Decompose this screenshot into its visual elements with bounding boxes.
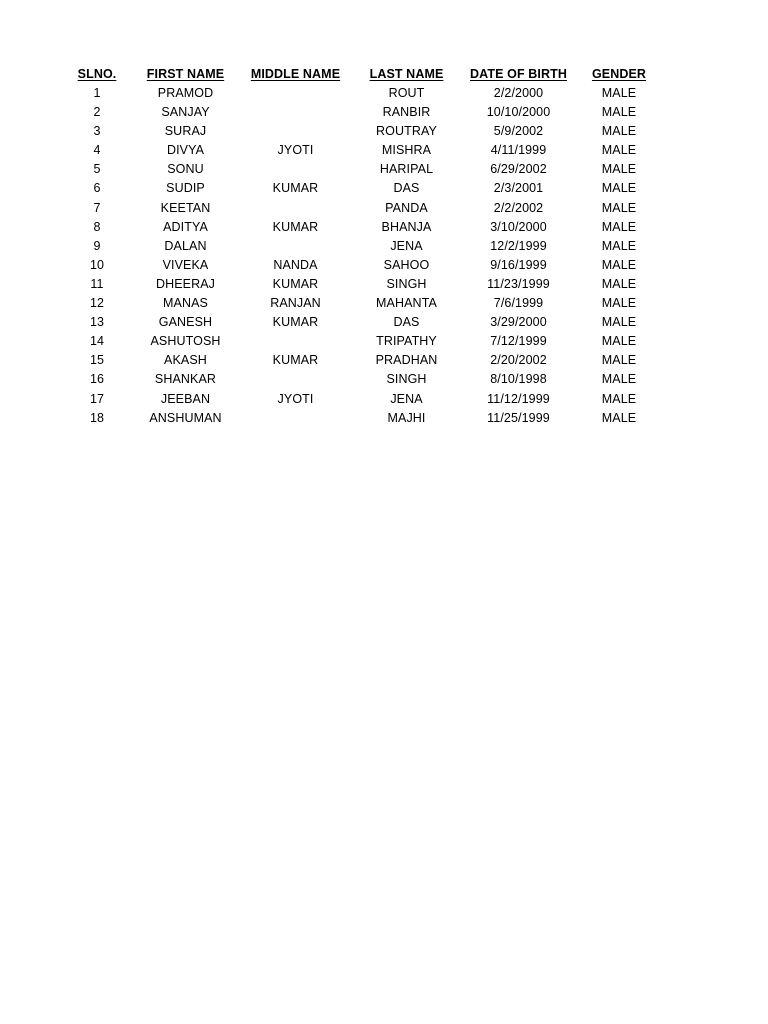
table-row	[63, 237, 663, 256]
cell-first-name: DHEERAJ	[155, 276, 216, 291]
header-last-name: LAST NAME	[369, 67, 444, 81]
table-row	[63, 351, 663, 370]
cell-slno: 12	[89, 296, 105, 311]
table-body	[63, 84, 663, 428]
cell-slno: 5	[93, 162, 101, 177]
header-first-name: FIRST NAME	[146, 67, 225, 81]
cell-middle-name	[240, 199, 351, 218]
table-row	[63, 313, 663, 332]
cell-middle-name: NANDA	[273, 257, 318, 272]
cell-first-name: SHANKAR	[154, 372, 217, 387]
cell-gender: MALE	[601, 105, 637, 120]
cell-date-of-birth: 2/2/2002	[493, 200, 544, 215]
cell-date-of-birth: 11/23/1999	[487, 276, 550, 291]
cell-date-of-birth: 11/25/1999	[487, 410, 550, 425]
cell-middle-name	[240, 370, 351, 389]
cell-date-of-birth: 7/12/1999	[490, 334, 547, 349]
header-date-of-birth: DATE OF BIRTH	[470, 67, 567, 81]
cell-slno: 16	[89, 372, 105, 387]
cell-date-of-birth: 9/16/1999	[490, 257, 547, 272]
cell-last-name: HARIPAL	[379, 162, 434, 177]
cell-date-of-birth: 8/10/1998	[490, 372, 547, 387]
cell-date-of-birth: 10/10/2000	[486, 105, 551, 120]
cell-first-name: MANAS	[163, 296, 208, 311]
cell-gender: MALE	[601, 143, 637, 158]
cell-first-name: ADITYA	[163, 219, 208, 234]
cell-middle-name	[240, 409, 351, 428]
header-slno: SLNO.	[77, 67, 117, 81]
cell-first-name: VIVEKA	[162, 257, 209, 272]
cell-gender: MALE	[601, 257, 637, 272]
cell-date-of-birth: 3/10/2000	[490, 219, 547, 234]
cell-middle-name	[240, 237, 351, 256]
header-gender: GENDER	[591, 67, 647, 81]
cell-slno: 7	[93, 200, 101, 215]
cell-first-name: JEEBAN	[160, 391, 211, 406]
cell-middle-name: KUMAR	[272, 219, 319, 234]
table-row	[63, 275, 663, 294]
cell-last-name: ROUTRAY	[376, 124, 437, 139]
table-row	[63, 218, 663, 237]
table-row	[63, 141, 663, 160]
cell-gender: MALE	[601, 238, 637, 253]
cell-date-of-birth: 2/20/2002	[490, 353, 547, 368]
cell-middle-name	[240, 103, 351, 122]
cell-first-name: ANSHUMAN	[149, 410, 222, 425]
table-row	[63, 103, 663, 122]
table-row	[63, 199, 663, 218]
cell-last-name: MISHRA	[381, 143, 432, 158]
cell-last-name: JENA	[390, 238, 423, 253]
cell-slno: 13	[89, 315, 105, 330]
cell-date-of-birth: 12/2/1999	[490, 238, 547, 253]
cell-slno: 1	[93, 86, 101, 100]
cell-first-name: PRAMOD	[157, 86, 214, 100]
cell-slno: 8	[93, 219, 101, 234]
cell-last-name: SINGH	[386, 372, 427, 387]
cell-middle-name: JYOTI	[277, 391, 314, 406]
cell-last-name: BHANJA	[381, 219, 432, 234]
cell-date-of-birth: 7/6/1999	[493, 296, 544, 311]
cell-last-name: RANBIR	[382, 105, 431, 120]
cell-gender: MALE	[601, 181, 637, 196]
cell-first-name: GANESH	[158, 315, 213, 330]
cell-first-name: DIVYA	[166, 143, 205, 158]
cell-slno: 14	[89, 334, 105, 349]
cell-last-name: DAS	[393, 181, 420, 196]
cell-slno: 18	[89, 410, 105, 425]
cell-last-name: MAHANTA	[376, 296, 437, 311]
cell-middle-name	[240, 122, 351, 141]
cell-middle-name	[240, 332, 351, 351]
cell-first-name: SANJAY	[161, 105, 210, 120]
cell-date-of-birth: 3/29/2000	[490, 315, 547, 330]
cell-gender: MALE	[601, 334, 637, 349]
cell-first-name: SURAJ	[164, 124, 207, 139]
cell-middle-name: KUMAR	[272, 181, 319, 196]
cell-gender: MALE	[601, 86, 637, 100]
cell-gender: MALE	[601, 200, 637, 215]
cell-first-name: AKASH	[164, 353, 207, 368]
cell-date-of-birth: 6/29/2002	[490, 162, 547, 177]
cell-date-of-birth: 5/9/2002	[493, 124, 544, 139]
cell-date-of-birth: 2/3/2001	[493, 181, 544, 196]
cell-gender: MALE	[601, 219, 637, 234]
records-table	[63, 64, 663, 428]
cell-middle-name	[240, 84, 351, 103]
cell-slno: 10	[89, 257, 105, 272]
cell-slno: 4	[93, 143, 101, 158]
cell-slno: 2	[93, 105, 101, 120]
table-row	[63, 160, 663, 179]
table-row	[63, 294, 663, 313]
table-row	[63, 256, 663, 275]
cell-slno: 15	[89, 353, 105, 368]
table-row	[63, 84, 663, 103]
cell-middle-name: KUMAR	[272, 353, 319, 368]
cell-first-name: SONU	[167, 162, 204, 177]
cell-gender: MALE	[601, 410, 637, 425]
cell-gender: MALE	[601, 391, 637, 406]
cell-last-name: MAJHI	[387, 410, 426, 425]
cell-date-of-birth: 11/12/1999	[487, 391, 550, 406]
cell-middle-name: RANJAN	[270, 296, 321, 311]
cell-slno: 3	[93, 124, 101, 139]
cell-middle-name: JYOTI	[277, 143, 314, 158]
cell-last-name: PANDA	[385, 200, 428, 215]
cell-gender: MALE	[601, 276, 637, 291]
cell-last-name: SINGH	[386, 276, 427, 291]
cell-last-name: DAS	[393, 315, 420, 330]
cell-last-name: PRADHAN	[375, 353, 438, 368]
cell-first-name: DALAN	[164, 238, 207, 253]
cell-gender: MALE	[601, 296, 637, 311]
cell-last-name: JENA	[390, 391, 423, 406]
cell-middle-name: KUMAR	[272, 276, 319, 291]
cell-gender: MALE	[601, 315, 637, 330]
table-row	[63, 390, 663, 409]
cell-middle-name: KUMAR	[272, 315, 319, 330]
cell-slno: 11	[90, 276, 104, 291]
cell-last-name: TRIPATHY	[376, 334, 437, 349]
cell-gender: MALE	[601, 162, 637, 177]
table-row	[63, 409, 663, 428]
table-row	[63, 370, 663, 389]
cell-slno: 9	[93, 238, 101, 253]
cell-last-name: ROUT	[388, 86, 425, 100]
cell-date-of-birth: 4/11/1999	[490, 143, 547, 158]
header-middle-name: MIDDLE NAME	[250, 67, 341, 81]
cell-first-name: SUDIP	[166, 181, 205, 196]
table-row	[63, 332, 663, 351]
cell-slno: 17	[89, 391, 105, 406]
cell-date-of-birth: 2/2/2000	[493, 86, 544, 100]
cell-gender: MALE	[601, 353, 637, 368]
cell-middle-name	[240, 160, 351, 179]
cell-slno: 6	[93, 181, 101, 196]
cell-gender: MALE	[601, 372, 637, 387]
table-row	[63, 122, 663, 141]
table-row	[63, 179, 663, 198]
table-header-row	[63, 64, 663, 84]
cell-first-name: ASHUTOSH	[150, 334, 221, 349]
cell-gender: MALE	[601, 124, 637, 139]
cell-first-name: KEETAN	[160, 200, 211, 215]
cell-last-name: SAHOO	[383, 257, 430, 272]
